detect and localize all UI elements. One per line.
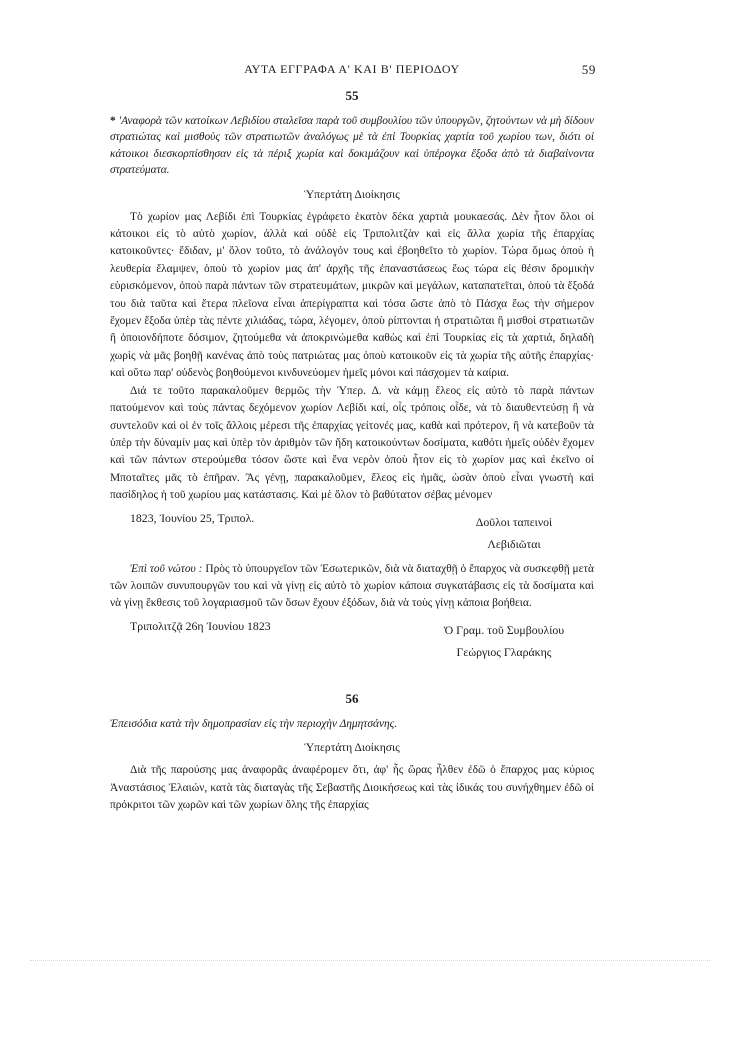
document-56-paragraph-1: Διὰ τῆς παρούσης μας ἀναφορᾶς ἀναφέρομεν ὅτι, ἀφ' ἧς ὥρας ἦλθεν ἐδῶ ὁ ἔπαρχος μας κύριος Ἀναστάσιος Ἐλαιών, κατὰ τὰς διαταγὰς τῆς Σεβαστῆς Διοικήσεως καὶ τὰς ἰδικάς του συνήχθημεν ἐδῶ οἱ πρόκριτοι τῶν χωρῶν καὶ τῶν χωρίων ὅλης τῆς ἐπαρχίας xyxy=(110,764,594,811)
document-55-note-signature-block xyxy=(110,619,594,663)
running-title: ΑΥΤΑ ΕΓΓΡΑΦΑ Α' ΚΑΙ Β' ΠΕΡΙΟΔΟΥ xyxy=(244,62,460,76)
note-text: Πρὸς τὸ ὑπουργεῖον τῶν Ἐσωτερικῶν, διὰ νὰ διαταχθῇ ὁ ἔπαρχος νὰ συσκεφθῇ μετὰ τῶν λοιπῶν συνυπουργῶν του καὶ νὰ γίνῃ εἰς αὐτὸ τὸ χωρίον κάποια συγκατάβασις εἰς τὰ δοσίματα καὶ νὰ γίνῃ ἔκθεσις τοῦ λογαριασμοῦ τῶν ὅσων ἔχουν ἐξόδων, διὰ νὰ τοὺς γίνῃ κάποια βοήθεια. xyxy=(110,562,594,610)
signature-line-1: Δοῦλοι ταπεινοὶ xyxy=(475,514,553,529)
note-signature-line-1: Ὁ Γραμ. τοῦ Συμβουλίου xyxy=(443,622,565,637)
summary-marker: * xyxy=(110,115,116,127)
summary-text: 'Αναφορὰ τῶν κατοίκων Λεβιδίου σταλεῖσα παρὰ τοῦ συμβουλίου τῶν ὑπουργῶν, ζητούντων νὰ μὴ δίδουν στρατιώτας καὶ μισθοὺς τῶν στρατιωτῶν ἀναλόγως μὲ τὰ ἐπὶ Τουρκίας χαρτία τοῦ χωρίου των, διότι οἱ κάτοικοι διεσκορπίσθησαν εἰς τὰ πέριξ χωρία καὶ δοκιμάζουν καὶ ὑπέρογκα ἔξοδα ἀπὸ τὰ διαβαίνοντα στρατεύματα. xyxy=(110,115,594,177)
document-56-summary: Ἐπεισόδια κατὰ τὴν δημοπρασίαν εἰς τὴν περιοχὴν Δημητσάνης. xyxy=(110,717,398,730)
document-page xyxy=(110,62,594,814)
document-56-addressee: Ὑπερτάτη Διοίκησις xyxy=(304,741,400,755)
document-55-paragraph-2: Διά τε τοῦτο παρακαλοῦμεν θερμῶς τὴν Ὑπερ. Δ. νὰ κάμῃ ἔλεος εἰς αὐτὸ τὸ παρὰ πάντων πατούμενον καὶ τοὺς πάντας δεχόμενον χωρίον Λεβίδι καί, οἷς τρόποις οἶδε, νὰ τὸ διαυθεντεύσῃ ἢ νὰ συντελοῦν καὶ οἱ ἐν τοῖς ἄλλοις μέρεσι τῆς ἐπαρχίας γείτονές μας, καθὰ καὶ πρότερον, ἢ νὰ κατεβοῦν τὰ ὑπὲρ τὴν δύναμίν μας καὶ ὑπὲρ τὸν ἀριθμὸν τῶν ἤδη κατοικούντων δοσίματα, καθότι ἡμεῖς οὐδὲν ἔχομεν καὶ τῶν πάντων στερούμεθα τόσον ὥστε καὶ ἕνα νερὸν ὁποὺ ἦτον εἰς τὸ χωρίον μας καὶ ἐκεῖνο οἱ Μποταῖτες μᾶς τὸ ἐπῆραν. Ἂς γένῃ, παρακαλοῦμεν, ἔλεος εἰς ἡμᾶς, ὡσὰν ὁποὺ εἶναι γνωστὴ καὶ πασίδηλος ἡ τοῦ χωρίου μας κατάστασις. Καὶ μὲ ὅλον τὸ βαθύτατον σέβας μένομεν xyxy=(110,384,594,502)
document-55-signatories xyxy=(434,511,594,555)
running-header xyxy=(110,62,594,82)
signature-line-2: Λεβιδιῶται xyxy=(487,536,541,551)
document-55-paragraph-1: Τὸ χωρίον μας Λεβίδι ἐπὶ Τουρκίας ἐγράφετο ἑκατὸν δέκα χαρτιὰ μουκαεσάς. Δὲν ἦτον ὅλοι οἱ κάτοικοι εἰς τὸ αὐτὸ χωρίον, ἀλλὰ καὶ οὐδὲ εἰς Τριπολιτζὰν καὶ εἰς ἄλλα χωρία τῆς ἐπαρχίας κατοικοῦντες· ἔδιδαν, μ' ὅλον τοῦτο, τὸ ἀνάλογόν τους καὶ ἐβοηθεῖτο τὸ χωρίον. Τώρα ὅμως ὁποὺ ἡ λευθερία ἔλαμψεν, ὁποὺ τὸ χωρίον μας ἀπ' ἀρχῆς τῆς ἐπαναστάσεως ἕως τώρα εἰς θέσιν δρομικὴν εὑρισκόμενον, ὁποὺ παρὰ πάντων τῶν στρατευμάτων, μικρῶν καὶ μεγάλων, καταπατεῖται, ὁποὺ τὰ ἔξοδά του διὰ ταῦτα καὶ ἕτερα πλεῖονα εἶναι ἀπερίγραπτα καὶ τόσα ὥστε ἀπὸ τὸ Πάσχα ἕως τὴν σήμερον ἔχομεν ἔξοδα ὑπὲρ τὰς πέντε χιλιάδας, τώρα, λέγομεν, ὁποὺ ρίπτονται ἡ στρατιῶται ἢ μισθοὶ στρατιωτῶν ἢ ὁποιονδήποτε δόσιμον, ζητούμεθα νὰ ἀποκρινώμεθα καθὼς καὶ ἐπὶ Τουρκίας εἰς τὰ χαρτιά, δηλαδὴ χωρὶς νὰ μᾶς βοηθῇ κανένας ἀπὸ τοὺς πατριώτας μας ὁποὺ κατοικοῦν εἰς τὰ χωρία τῆς αὐτῆς ἐπαρχίας· καὶ οὕτω παρ' οὐδενὸς βοηθούμενοι κινδυνεύομεν ἡμεῖς μόνοι καὶ πάσχομεν τὰ καίρια. xyxy=(110,210,594,380)
document-55-signature-block xyxy=(110,511,594,555)
document-number-56: 56 xyxy=(345,690,359,706)
scan-artifact-divider xyxy=(30,960,710,964)
note-signature-line-2: Γεώργιος Γλαράκης xyxy=(456,644,552,659)
document-number-55: 55 xyxy=(345,88,359,103)
note-date-place: Τριπολιτζᾷ 26η Ἰουνίου 1823 xyxy=(130,618,271,633)
document-55-verso-note xyxy=(110,561,594,613)
note-signatories xyxy=(414,619,594,663)
page-number: 59 xyxy=(581,62,596,77)
document-55-addressee: Ὑπερτάτη Διοίκησις xyxy=(304,187,400,201)
document-55-summary xyxy=(110,113,594,179)
note-label: Ἐπὶ τοῦ νώτου : xyxy=(130,562,203,575)
document-55-date-place: 1823, Ἰουνίου 25, Τριπολ. xyxy=(130,510,255,525)
